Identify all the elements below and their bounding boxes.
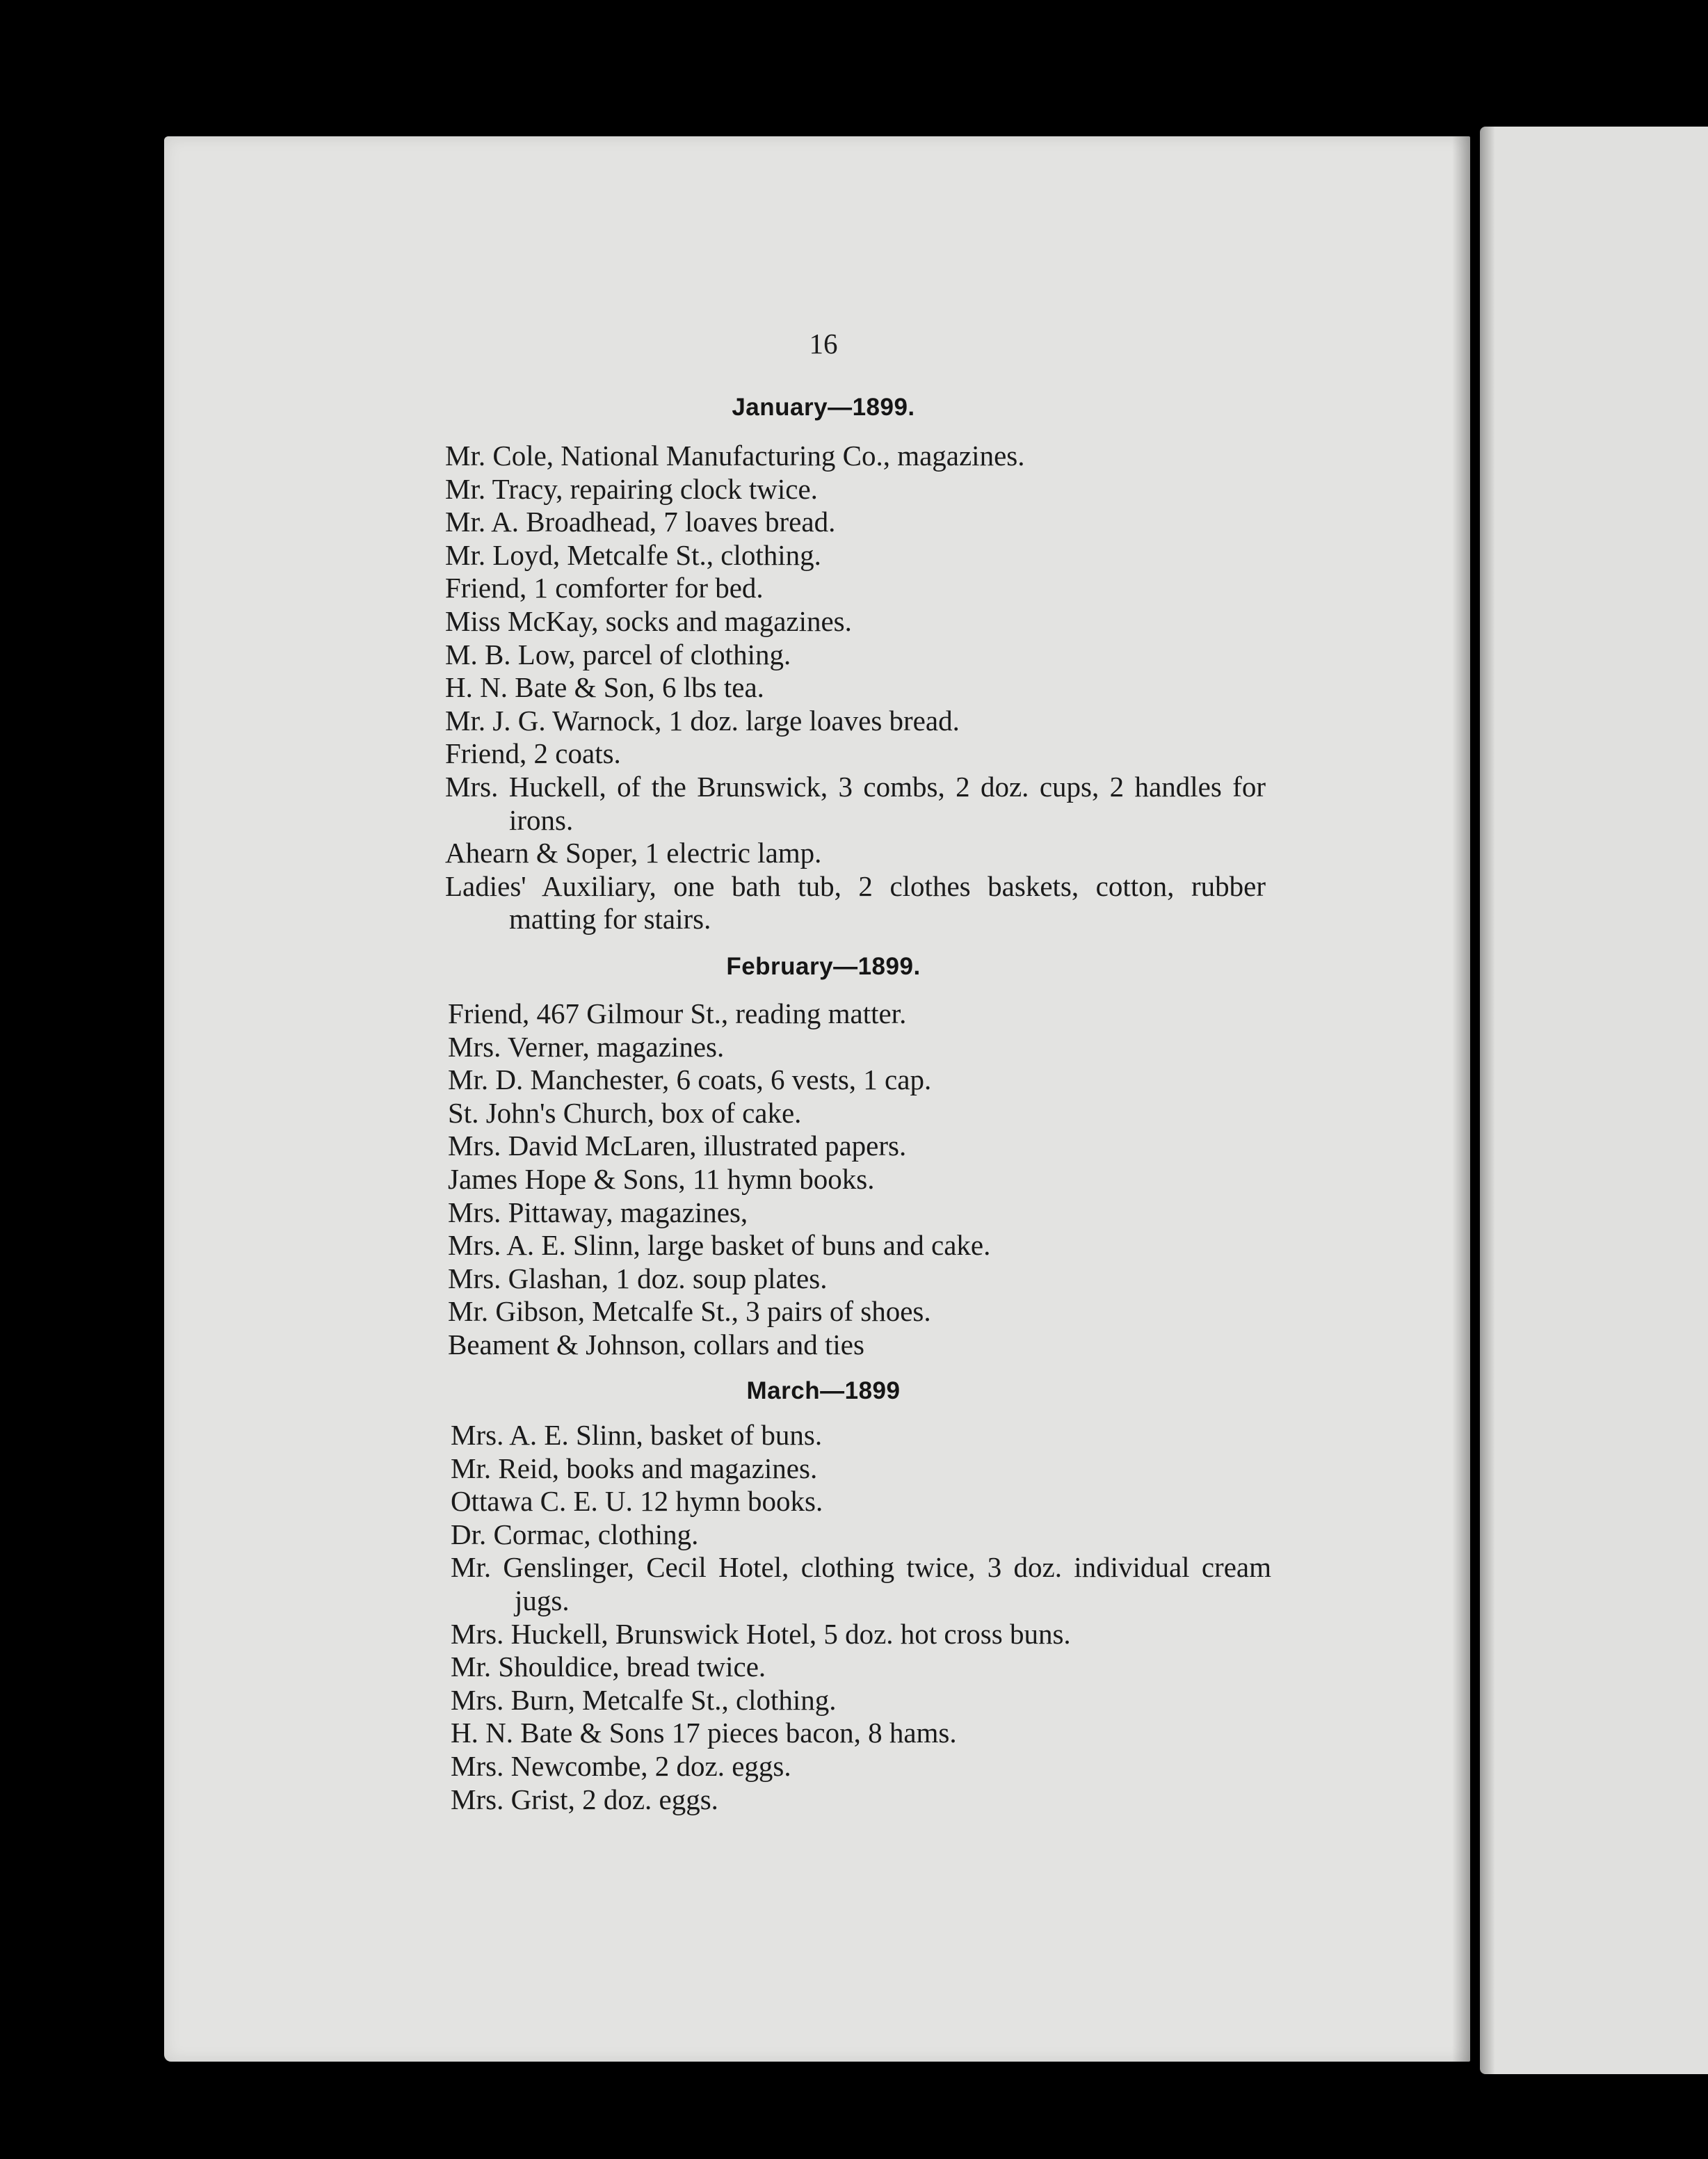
list-item: Mr. A. Broadhead, 7 loaves bread. [445, 506, 836, 538]
list-item: St. John's Church, box of cake. [448, 1096, 802, 1129]
list-item: H. N. Bate & Son, 6 lbs tea. [445, 671, 764, 704]
list-item: Mrs. David McLaren, illustrated papers. [448, 1130, 907, 1162]
section-heading-january: January—1899. [732, 394, 915, 421]
section-heading-february: February—1899. [726, 953, 921, 980]
list-item: Mr. Genslinger, Cecil Hotel, clothing twice, 3 doz. individual cream jugs. [451, 1551, 1271, 1616]
list-item: Mr. D. Manchester, 6 coats, 6 vests, 1 cap. [448, 1064, 932, 1096]
list-item: Friend, 467 Gilmour St., reading matter. [448, 997, 907, 1029]
list-item: Mrs. Glashan, 1 doz. soup plates. [448, 1262, 828, 1294]
list-item: Mrs. A. E. Slinn, basket of buns. [451, 1419, 823, 1451]
list-item: Mr. Cole, National Manufacturing Co., magazines. [445, 440, 1025, 472]
list-item: Ottawa C. E. U. 12 hymn books. [451, 1485, 823, 1518]
list-item: James Hope & Sons, 11 hymn books. [448, 1162, 875, 1195]
list-item: M. B. Low, parcel of clothing. [445, 638, 791, 671]
list-item: Mr. Gibson, Metcalfe St., 3 pairs of shoes. [448, 1295, 931, 1328]
list-item: Mrs. Huckell, Brunswick Hotel, 5 doz. hot cross buns. [451, 1617, 1071, 1650]
list-item: Mrs. Huckell, of the Brunswick, 3 combs, 2 doz. cups, 2 handles for irons. [445, 770, 1266, 836]
list-item: Friend, 2 coats. [445, 737, 621, 770]
list-item: Dr. Cormac, clothing. [451, 1518, 699, 1550]
list-item: Mrs. Pittaway, magazines, [448, 1196, 748, 1228]
entry-list-march [451, 1419, 1271, 1816]
section-heading-march: March—1899 [746, 1377, 901, 1404]
list-item: Ladies' Auxiliary, one bath tub, 2 clothes baskets, cotton, rubber matting for stairs. [445, 869, 1266, 936]
list-item: Ahearn & Soper, 1 electric lamp. [445, 837, 822, 869]
list-item: Mrs. Verner, magazines. [448, 1030, 725, 1063]
page-number: 16 [809, 328, 838, 360]
list-item: Mr. Shouldice, bread twice. [451, 1651, 766, 1683]
list-item: Mr. J. G. Warnock, 1 doz. large loaves bread. [445, 704, 960, 737]
list-item: H. N. Bate & Sons 17 pieces bacon, 8 hams. [451, 1717, 957, 1749]
list-item: Mrs. A. E. Slinn, large basket of buns and cake. [448, 1229, 991, 1262]
list-item: Mr. Reid, books and magazines. [451, 1452, 818, 1484]
list-item: Mr. Loyd, Metcalfe St., clothing. [445, 538, 821, 571]
list-item: Beament & Johnson, collars and ties [448, 1328, 864, 1361]
list-item: Miss McKay, socks and magazines. [445, 604, 852, 637]
list-item: Friend, 1 comforter for bed. [445, 572, 764, 604]
list-item: Mr. Tracy, repairing clock twice. [445, 472, 818, 505]
entry-list-february [448, 997, 1268, 1362]
list-item: Mrs. Grist, 2 doz. eggs. [451, 1783, 718, 1815]
list-item: Mrs. Newcombe, 2 doz. eggs. [451, 1749, 791, 1782]
list-item: Mrs. Burn, Metcalfe St., clothing. [451, 1683, 837, 1716]
entry-list-january [445, 440, 1266, 936]
